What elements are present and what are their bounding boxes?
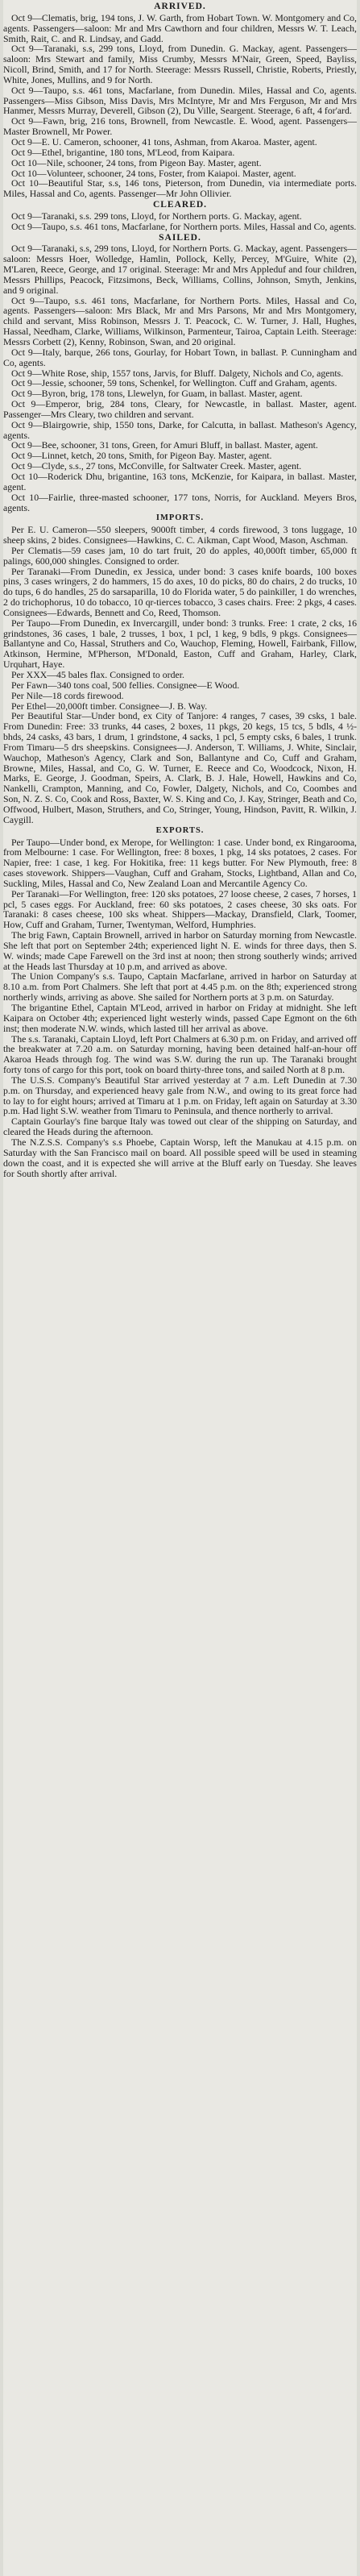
arrived-entry: Oct 10—Volunteer, schooner, 24 tons, Foster, from Kaiapoi. Master, agent. — [11, 167, 296, 179]
exports-section — [3, 837, 357, 931]
sailed-entry: Oct 9—Clyde, s.s., 27 tons, McConville, for Saltwater Creek. Master, agent. — [11, 460, 302, 472]
sailed-entry: Oct 9—Linnet, ketch, 20 tons, Smith, for Pigeon Bay. Master, agent. — [11, 450, 272, 462]
imports-entry: Per Taranaki—From Dunedin, ex Jessica, under bond: 3 cases knife boards, 100 boxes pins, 3 cases wringers, 2 do hammers, 15 do axes, 10 do picks, 80 do chairs, 2 do trucks, 10 do tups, 6 do handles, 25 do sarsaparilla, 10 do Florida water, 5 do painkiller, 1 do wrenches, 2 do trichophorus, 10 do tobacco, 10 qr-tierces tobacco, 3 cases chairs. Free: 2 pkgs, 4 cases. Consignees—Edwards, Bennett and Co, Reed, Thomson. — [3, 565, 357, 618]
imports-entry: Per Ethel—20,000ft timber. Consignee—J. B. Way. — [11, 700, 208, 712]
news-entry: The Union Company's s.s. Taupo, Captain Macfarlane, arrived in harbor on Saturday at 8.10 a.m. from Port Chalmers. She left that port at 4.45 p.m. on the 8th; experienced strong northerly winds, arriving as above. She sailed for Northern ports at 3 p.m. on Saturday. — [3, 970, 357, 1003]
sailed-entry: Oct 9—Italy, barque, 266 tons, Gourlay, for Hobart Town, in ballast. P. Cunningham and Co, agents. — [3, 346, 357, 368]
sailed-entry: Oct 9—Taupo, s.s. 461 tons, Macfarlane, for Northern Ports. Miles, Hassal and Co, agents. Passengers—saloon: Mrs Black, Mr and Mrs Parsons, Mr and Mrs Montgomery, child and servant, Miss Robinson, Messrs J. T. Peacock, C. W. Turner, J. Hall, Hughes, Hassal, Needham, Clarke, Williams, Wilkinson, Parmenteur, Tairoa, Captain Leith. Steerage: Messrs Corbett (2), Kenny, Robinson, Swan, and 20 original. — [3, 294, 357, 347]
sailed-entry: Oct 9—Bee, schooner, 31 tons, Green, for Amuri Bluff, in ballast. Master, agent. — [11, 439, 318, 451]
arrived-entry: Oct 9—Taupo, s.s. 461 tons, Macfarlane, from Dunedin. Miles, Hassal and Co, agents. Passengers—Miss Gibson, Miss Davis, Mrs McIntyre, Mr and Mrs Ferguson, Mr and Mrs Hanmer, Messrs Murray, Deverell, Gibson (2), Du Ville, Seargent. Steerage, 6 aft, 4 for'ard. — [3, 84, 357, 117]
exports-entry: Per Taupo—Under bond, ex Merope, for Wellington: 1 case. Under bond, ex Ringarooma, from Melbourne: 1 case. For Wellington, free: 8 boxes, 1 pkg, 14 sks potatoes, 2 cases. For Napier, free: 1 case, 1 keg. For Hokitika, free: 11 kegs butter. For New Plymouth, free: 8 cases stovework. Shippers—Vaughan, Cuff and Graham, Stocks, Lightband, Allan and Co, Suckling, Miles, Hassal and Co, New Zealand Loan and Mercantile Agency Co. — [3, 836, 357, 889]
imports-entry: Per Beautiful Star—Under bond, ex City of Tanjore: 4 ranges, 7 cases, 39 csks, 1 bale. From Dunedin: Free: 33 trunks, 44 cases, 2 boxes, 11 pkgs, 20 kegs, 15 tcs, 5 bdls, 4 ½-bhds, 24 casks, 43 bars, 1 drum, 1 grindstone, 4 sacks, 1 pcl, 5 empty csks, 6 bales, 1 trunk. From Timaru—5 drs sheepskins. Consignees—J. Anderson, T. Williams, J. White, Sinclair, Wauchop, Matheson's Agency, Clark and Son, Ballantyne and Co, Cuff and Graham, Browne, Miles, Hassal, and Co, G. W. Turner, E. Reece and Co, Woodcock, Nixon, H. Marks, E. George, J. Goodman, Speirs, A. Clark, B. J. Hale, Howell, Hawkins and Co, Nankelli, Crampton, Manning, and Co, Fowler, Dalgety, Nichols, and Co, Coombes and Son, N. Z. S. Co, Cook and Ross, Baxter, W. S. King and Co, J. Kay, Stringer, Beath and Co, Offwood, Hulbert, Mason, Struthers, and Co, Stringer, Young, Hindson, Pavitt, R. Wilkin, J. Caygill. — [3, 710, 357, 825]
arrived-entry: Oct 9—Taranaki, s.s, 299 tons, Lloyd, from Dunedin. G. Mackay, agent. Passengers—saloon: Mrs Stewart and family, Miss Crumby, Messrs M'Nair, Green, Speed, Bayliss, Nicoll, Brind, Smith, and 17 for North. Steerage: Messrs Russell, Christie, Roberts, Priestly, White, Jones, Mullins, and 9 for North. — [3, 43, 357, 85]
sailed-section — [3, 243, 357, 513]
arrived-entry: Oct 9—Clematis, brig, 194 tons, J. W. Garth, from Hobart Town. W. Montgomery and Co, agents. Passengers—saloon: Mr and Mrs Cawthorn and four children, Messrs W. T. Leach, Smith, Rait, C. and R. Lindsay, and Gadd. — [3, 11, 357, 44]
imports-entry: Per Nile—18 cords firewood. — [11, 689, 124, 701]
imports-entry: Per Clematis—59 cases jam, 10 do tart fruit, 20 do apples, 40,000ft timber, 65,000 ft palings, 600,000 shingles. Consigned to order. — [3, 544, 357, 567]
cleared-entry: Oct 9—Taupo, s.s. 461 tons, Macfarlane, for Northern ports. Miles, Hassal and Co, agents. — [11, 220, 357, 232]
news-entry: The N.Z.S.S. Company's s.s Phoebe, Captain Worsp, left the Manukau at 4.15 p.m. on Saturday with the San Francisco mail on board. All possible speed will be used in steaming down the coast, and it is expected she will arrive at the Bluff early on Tuesday. She leaves for South shortly after arrival. — [3, 1136, 357, 1179]
arrived-section — [3, 13, 357, 199]
cleared-section — [3, 211, 357, 232]
exports-entry: Per Taranaki—For Wellington, free: 120 sks potatoes, 27 loose cheese, 2 cases, 7 horses, 1 pcl, 5 cases eggs. For Auckland, free: 60 sks potatoes, 2 cases cheese, 30 sks oats. For Taranaki: 8 cases cheese, 100 sks wheat. Shippers—Mackay, Dransfield, Clark, Toomer, How, Cuff and Graham, Turner, Twentyman, Welford, Humphries. — [3, 887, 357, 931]
imports-entry: Per Fawn—340 tons coal, 500 fellies. Consignee—E Wood. — [11, 679, 240, 691]
shipping-news-section — [3, 930, 357, 1178]
imports-section — [3, 525, 357, 825]
sailed-entry: Oct 9—Byron, brig, 178 tons, Llewelyn, for Guam, in ballast. Master, agent. — [11, 388, 303, 400]
sailed-entry: Oct 9—Blairgowrie, ship, 1550 tons, Darke, for Calcutta, in ballast. Matheson's Agency, agents. — [3, 418, 357, 441]
imports-entry: Per E. U. Cameron—550 sleepers, 9000ft timber, 4 cords firewood, 3 tons luggage, 10 sheep skins, 2 bides. Consignees—Hawkins, C. C. Aikman, Capt Wood, Mason, Aschman. — [3, 524, 357, 546]
heading-exports: EXPORTS. — [155, 825, 205, 835]
arrived-entry: Oct 9—Ethel, brigantine, 180 tons, M'Leod, from Kaipara. — [11, 146, 235, 158]
cleared-entry: Oct 9—Taranaki, s.s. 299 tons, Lloyd, for Northern ports. G. Mackay, agent. — [11, 210, 302, 222]
heading-imports: IMPORTS. — [155, 513, 205, 523]
heading-arrived: ARRIVED. — [154, 2, 206, 11]
sailed-entry: Oct 9—Emperor, brig, 284 tons, Cleary, for Newcastle, in ballast. Master, agent. Passenger—Mrs Cleary, two children and servant. — [3, 398, 357, 420]
news-entry: Captain Gourlay's fine barque Italy was towed out clear of the shipping on Saturday, and cleared the Heads during the afternoon. — [3, 1116, 357, 1138]
arrived-entry: Oct 10—Nile, schooner, 24 tons, from Pigeon Bay. Master, agent. — [11, 156, 262, 168]
imports-entry: Per XXX—45 bales flax. Consigned to order. — [11, 669, 184, 680]
news-entry: The brig Fawn, Captain Brownell, arrived in harbor on Saturday morning from Newcastle. She left that port on September 24th; experienced light N. E. winds for three days, then S. W. winds; made Cape Farewell on the 3rd inst at noon; then strong southerly winds; arrived at the Heads last Thursday at 10 p.m, and arrived as above. — [3, 929, 357, 972]
sailed-entry: Oct 10—Fairlie, three-masted schooner, 177 tons, Norris, for Auckland. Meyers Bros, agents. — [3, 491, 357, 513]
sailed-entry: Oct 9—Jessie, schooner, 59 tons, Schenkel, for Wellington. Cuff and Graham, agents. — [11, 377, 337, 389]
sailed-entry: Oct 9—White Rose, ship, 1557 tons, Jarvis, for Bluff. Dalgety, Nichols and Co, agents. — [11, 367, 344, 379]
heading-cleared: CLEARED. — [152, 200, 208, 210]
news-entry: The s.s. Taranaki, Captain Lloyd, left Port Chalmers at 6.30 p.m. on Friday, and arrived off the breakwater at 7.20 a.m. on Saturday morning, having been detained half-an-hour off Akaroa Heads through fog. The wind was S.W. during the run up. The Taranaki brought forty tons of cargo for this port, took on board thirty-three tons, and sailed North at 8 p.m. — [3, 1032, 357, 1076]
newspaper-column — [3, 0, 357, 2576]
arrived-entry: Oct 9—Fawn, brig, 216 tons, Brownell, from Newcastle. E. Wood, agent. Passengers—Master Brownell, Mr Power. — [3, 115, 357, 138]
arrived-entry: Oct 9—E. U. Cameron, schooner, 41 tons, Ashman, from Akaroa. Master, agent. — [11, 135, 317, 147]
news-entry: The brigantine Ethel, Captain M'Leod, arrived in harbor on Friday at midnight. She left Kaipara on October 4th; experienced light westerly winds, passed Cape Egmont on the 6th inst; then moderate N.W. winds, which lasted till her arrival as above. — [3, 1002, 357, 1034]
imports-entry: Per Taupo—From Dunedin, ex Invercargill, under bond: 3 trunks. Free: 1 crate, 2 cks, 16 grindstones, 36 cases, 1 bale, 2 trusses, 1 box, 1 pcl, 1 keg, 9 bdls, 9 pkgs. Consignees—Ballantyne and Co, Hassal, Struthers and Co, Wauchop, Fleming, Howell, Fairbank, Fillow, Atkinson, Hermine, M'Pherson, M'Donald, Easton, Cuff and Graham, Harley, Clark, Urquhart, Haye. — [3, 617, 357, 671]
arrived-entry: Oct 10—Beautiful Star, s.s, 146 tons, Pieterson, from Dunedin, via intermediate ports. Miles, Hassal and Co, agents. Passenger—Mr John Ollivier. — [3, 177, 357, 200]
news-entry: The U.S.S. Company's Beautiful Star arrived yesterday at 7 a.m. Left Dunedin at 7.30 p.m. on Thursday, and experienced heavy gale from N.W., and owing to its great force had to lay to for eight hours; arrived at Timaru at 1 p.m. on Friday, left again on Saturday at 3.30 p.m. Had light S.W. weather from Timaru to Peninsula, and thence northerly to arrival. — [3, 1074, 357, 1117]
sailed-entry: Oct 9—Taranaki, s.s, 299 tons, Lloyd, for Northern Ports. G. Mackay, agent. Passengers—saloon: Messrs Hoer, Wolledge, Hamlin, Pollock, Kelly, Percey, M'Guire, White (2), M'Laren, Reece, George, and 17 original. Steerage: Mr and Mrs Appleduf and four children, Messrs Phillips, Peacock, Fitzsimons, Beck, Williams, Collins, Johnson, Smyth, Jenkins, and 9 original. — [3, 243, 357, 296]
sailed-entry: Oct 10—Roderick Dhu, brigantine, 163 tons, McKenzie, for Kaipara, in ballast. Master, agent. — [3, 470, 357, 492]
heading-sailed: SAILED. — [159, 232, 201, 243]
